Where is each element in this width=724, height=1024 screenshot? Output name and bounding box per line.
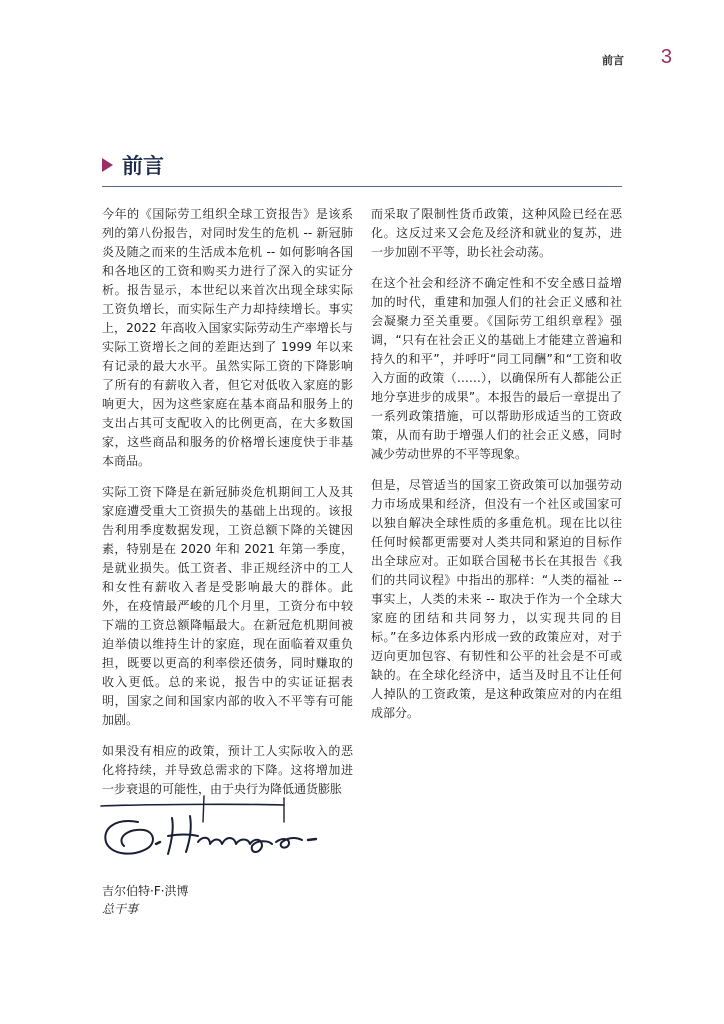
left-column [102, 205, 353, 811]
signature-image [98, 792, 328, 872]
paragraph: 今年的《国际劳工组织全球工资报告》是该系列的第八份报告，对同时发生的危机 -- 新冠肺炎及随之而来的生活成本危机 -- 如何影响各国和各地区的工资和购买力进行了深入的实证分析。报告显示，本世纪以来首次出现全球实际工资负增长，而实际生产力却持续增长。事实上，2022 年高收入国家实际劳动生产率增长与实际工资增长之间的差距达到了 1999 年以来有记录的最大水平。虽然实际工资的下降影响了所有的有薪收入者，但它对低收入家庭的影响更大，因为这些家庭在基本商品和服务上的支出占其可支配收入的比例更高，在大多数国家，这些商品和服务的价格增长速度快于非基本商品。 [102, 207, 353, 468]
paragraph: 实际工资下降是在新冠肺炎危机期间工人及其家庭遭受重大工资损失的基础上出现的。该报告利用季度数据发现，工资总额下降的关键因素，特别是在 2020 年和 2021 年第一季度，是就业损失。低工资者、非正规经济中的工人和女性有薪收入者是受影响最大的群体。此外，在疫情最严峻的几个月里，工资分布中较下端的工资总额降幅最大。在新冠危机期间被迫举债以维持生计的家庭，现在面临着双重负担，既要以更高的利率偿还债务，同时赚取的收入更低。总的来说，报告中的实证证据表明，国家之间和国家内部的收入不平等有可能加剧。 [102, 485, 353, 727]
paragraph: 但是，尽管适当的国家工资政策可以加强劳动力市场成果和经济，但没有一个社区或国家可以独自解决全球性质的多重危机。现在比以往任何时候都更需要对人类共同和紧迫的目标作出全球应对。正如联合国秘书长在其报告《我们的共同议程》中指出的那样：“人类的福祉 -- 事实上，人类的未来 -- 取决于作为一个全球大家庭的团结和共同努力，以实现共同的目标。”在多边体系内形成一致的政策应对，对于迈向更加包容、有韧性和公平的社会是不可或缺的。在全球化经济中，适当及时且不让任何人掉队的工资政策，是这种政策应对的内在组成部分。 [371, 478, 622, 720]
page-title: 前言 [122, 154, 164, 178]
page-number: 3 [660, 46, 672, 68]
paragraph: 在这个社会和经济不确定性和不安全感日益增加的时代，重建和加强人们的社会正义感和社会凝聚力至关重要。《国际劳工组织章程》强调，“只有在社会正义的基础上才能建立普遍和持久的和平”，并呼吁“同工同酬”和“工资和收入方面的政策（……），以确保所有人都能公正地分享进步的成果”。本报告的最后一章提出了一系列政策措施，可以帮助形成适当的工资政策，从而有助于增强人们的社会正义感，同时减少劳动世界的不平等现象。 [371, 276, 622, 461]
triangle-bullet-icon [102, 158, 113, 172]
paragraph: 如果没有相应的政策，预计工人实际收入的恶化将持续，并导致总需求的下降。这将增加进一步衰退的可能性，由于央行为降低通货膨胀 [102, 744, 353, 796]
section-label: 前言 [602, 54, 624, 67]
signatory-role: 总干事 [102, 902, 139, 916]
title-divider [102, 186, 622, 187]
signatory-name: 吉尔伯特·F·洪博 [102, 884, 189, 898]
right-column [371, 205, 622, 735]
paragraph: 而采取了限制性货币政策，这种风险已经在恶化。这反过来又会危及经济和就业的复苏，进一步加剧不平等，助长社会动荡。 [371, 207, 622, 259]
section-title [102, 150, 622, 186]
